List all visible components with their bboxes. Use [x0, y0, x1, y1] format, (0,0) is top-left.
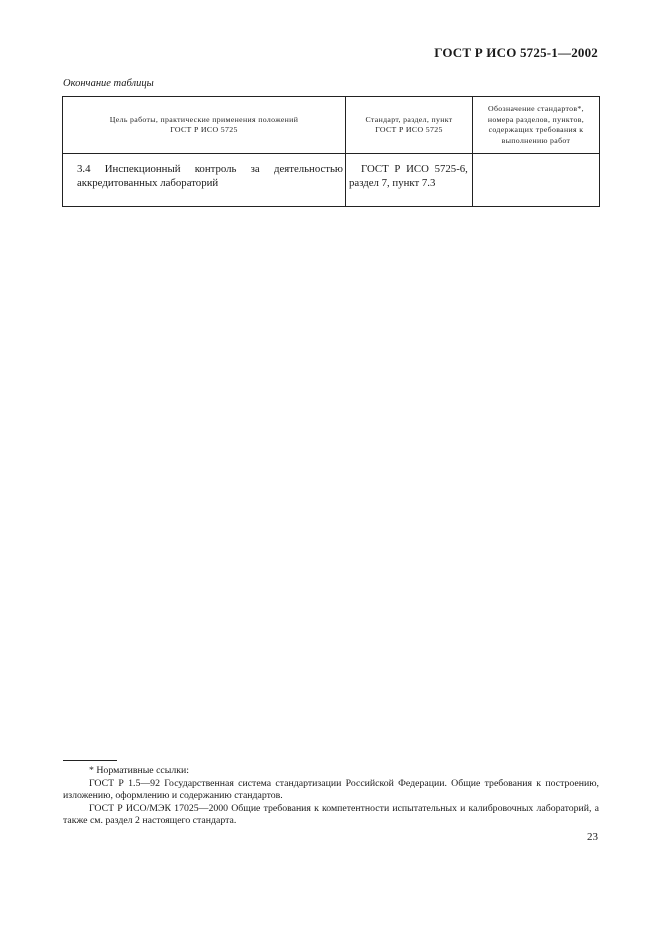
page-number: 23	[587, 831, 598, 843]
purpose-text: 3.4 Инспекционный контроль за деятельностью аккредитованных лабораторий	[77, 163, 343, 189]
footnote-marker-line: * Нормативные ссылки:	[89, 765, 189, 776]
table-cell-standard	[346, 154, 473, 207]
column-header-purpose-line1: Цель работы, практические применения положений	[109, 114, 299, 124]
table-cell-purpose	[63, 154, 346, 207]
column-header-designation-line1: Обозначение стандартов*,	[488, 104, 584, 113]
column-header-purpose	[63, 97, 346, 154]
footnote-reference: ГОСТ Р 1.5—92 Государственная система стандартизации Российской Федерации. Общие требования к построению, изложению, оформлению и содержанию стандартов.	[63, 777, 599, 801]
standard-reference	[346, 154, 472, 190]
footnotes	[63, 765, 599, 828]
column-header-designation-line2: номера разделов, пунктов,	[487, 114, 585, 124]
table-header-row	[63, 97, 600, 154]
column-header-standard-line2: ГОСТ Р ИСО 5725	[375, 125, 443, 134]
column-header-standard-line1: Стандарт, раздел, пункт	[365, 114, 453, 124]
document-code: ГОСТ Р ИСО 5725-1—2002	[434, 45, 598, 60]
standard-reference-line2: раздел 7, пункт 7.3	[349, 177, 436, 189]
table-caption: Окончание таблицы	[63, 78, 154, 89]
footnote-reference: ГОСТ Р ИСО/МЭК 17025—2000 Общие требования к компетентности испытательных и калибровочных лабораторий, а также см. раздел 2 настоящего стандарта.	[63, 802, 599, 826]
table-cell-designation	[473, 154, 600, 207]
standards-table	[62, 96, 600, 207]
table-row	[63, 154, 600, 207]
footnote-divider	[63, 760, 117, 761]
standard-reference-line1: ГОСТ Р ИСО 5725-6,	[361, 163, 468, 175]
column-header-designation-line3: содержащих требования к	[488, 125, 584, 134]
column-header-purpose-line2: ГОСТ Р ИСО 5725	[170, 125, 238, 134]
column-header-standard	[346, 97, 473, 154]
column-header-designation	[473, 97, 600, 154]
column-header-designation-line4: выполнению работ	[501, 135, 571, 145]
